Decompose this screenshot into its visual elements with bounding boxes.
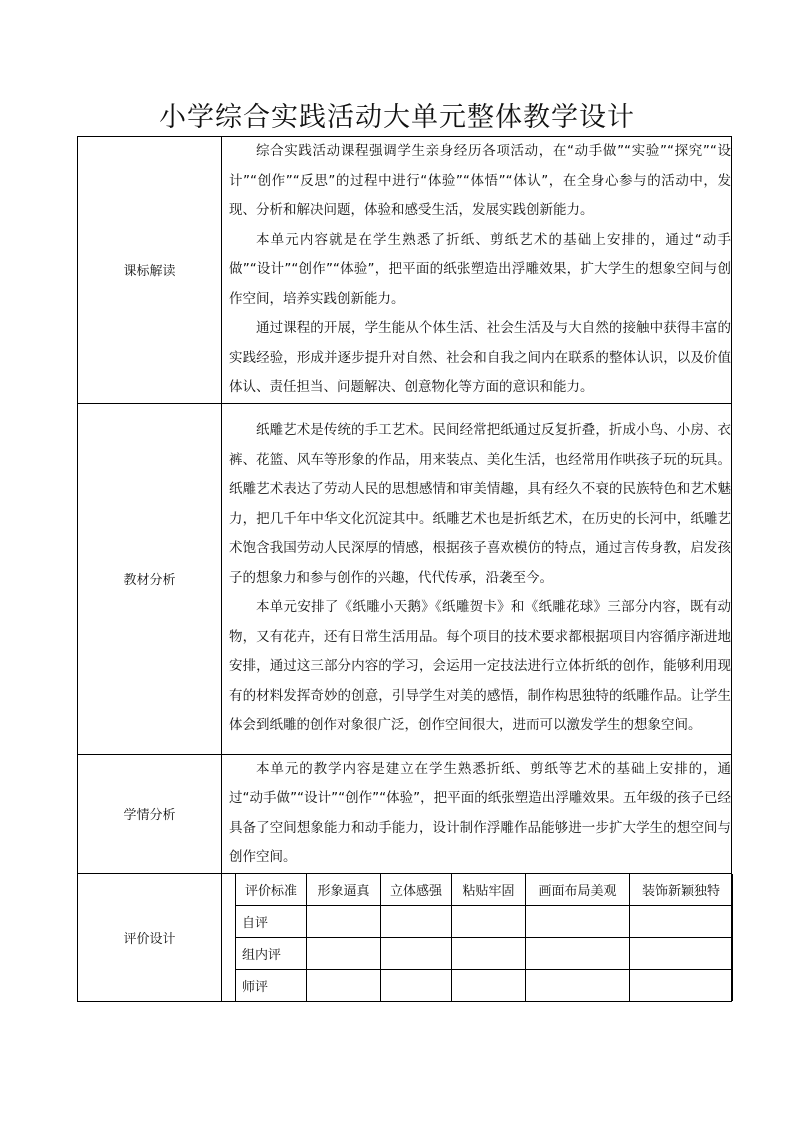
section-row-evaluation <box>78 873 732 1001</box>
evaluation-header: 粘贴牢固 <box>452 874 526 906</box>
page-title: 小学综合实践活动大单元整体教学设计 <box>159 102 635 133</box>
evaluation-cell-empty <box>630 969 733 1001</box>
evaluation-header: 评价标准 <box>236 874 307 906</box>
paragraph: 纸雕艺术是传统的手工艺术。民间经常把纸通过反复折叠，折成小鸟、小房、衣裤、花篮、风车等形象的作品，用来装点、美化生活，也经常用作哄孩子玩的玩具。纸雕艺术表达了劳动人民的思想感情和审美情趣，具有经久不衰的民族特色和艺术魅力，把几千年中华文化沉淀其中。纸雕艺术也是折纸艺术，在历史的长河中，纸雕艺术饱含我国劳动人民深厚的情感，根据孩子喜欢模仿的特点，通过言传身教，启发孩子的想象力和参与创作的兴趣，代代传承，沿袭至今。 <box>229 422 731 586</box>
section-content <box>222 403 732 754</box>
section-row-curriculum <box>78 137 732 404</box>
evaluation-cell-empty <box>630 937 733 969</box>
evaluation-cell-empty <box>526 969 630 1001</box>
section-label: 课标解读 <box>78 137 222 404</box>
evaluation-cell-empty <box>381 937 452 969</box>
section-content <box>222 137 732 404</box>
section-content <box>222 754 732 873</box>
evaluation-cell <box>222 873 732 1001</box>
paragraph: 综合实践活动课程强调学生亲身经历各项活动，在“动手做”“实验”“探究”“设计”“创作”“反思”的过程中进行“体验”“体悟”“体认”，在全身心参与的活动中，发现、分析和解决问题，体验和感受生活，发展实践创新能力。 <box>229 143 731 218</box>
evaluation-cell-empty <box>307 905 381 937</box>
paragraph: 本单元安排了《纸雕小天鹅》《纸雕贺卡》和《纸雕花球》三部分内容，既有动物，又有花卉，还有日常生活用品。每个项目的技术要求都根据项目内容循序渐进地安排，通过这三部分内容的学习，会运用一定技法进行立体折纸的创作，能够利用现有的材料发挥奇妙的创意，引导学生对美的感悟，制作构思独特的纸雕作品。让学生体会到纸雕的创作对象很广泛，创作空间很大，进而可以激发学生的想象空间。 <box>229 599 731 734</box>
evaluation-cell-empty <box>307 937 381 969</box>
evaluation-cell-empty <box>630 905 733 937</box>
evaluation-cell-empty <box>307 969 381 1001</box>
evaluation-row-label: 组内评 <box>236 937 307 969</box>
evaluation-row-label: 自评 <box>236 905 307 937</box>
evaluation-row-label: 师评 <box>236 969 307 1001</box>
evaluation-cell-empty <box>381 905 452 937</box>
section-label: 学情分析 <box>78 754 222 873</box>
evaluation-table <box>235 874 733 1001</box>
evaluation-cell-empty <box>452 937 526 969</box>
evaluation-cell-empty <box>452 905 526 937</box>
evaluation-cell-empty <box>452 969 526 1001</box>
evaluation-cell-empty <box>381 969 452 1001</box>
evaluation-cell-empty <box>526 905 630 937</box>
design-table <box>77 136 732 1002</box>
evaluation-cell-empty <box>526 937 630 969</box>
evaluation-row <box>236 969 733 1001</box>
section-label: 教材分析 <box>78 403 222 754</box>
paragraph: 通过课程的开展，学生能从个体生活、社会生活及与大自然的接触中获得丰富的实践经验，形成并逐步提升对自然、社会和自我之间内在联系的整体认识，以及价值体认、责任担当、问题解决、创意物化等方面的意识和能力。 <box>229 320 731 395</box>
section-row-students <box>78 754 732 873</box>
section-label: 评价设计 <box>78 873 222 1001</box>
section-row-textbook <box>78 403 732 754</box>
evaluation-header: 形象逼真 <box>307 874 381 906</box>
evaluation-header: 画面布局美观 <box>526 874 630 906</box>
paragraph: 本单元的教学内容是建立在学生熟悉折纸、剪纸等艺术的基础上安排的，通过“动手做”“设计”“创作”“体验”，把平面的纸张塑造出浮雕效果。五年级的孩子已经具备了空间想象能力和动手能力，设计制作浮雕作品能够进一步扩大学生的想空间与创作空间。 <box>229 760 731 865</box>
evaluation-header: 立体感强 <box>381 874 452 906</box>
evaluation-row <box>236 937 733 969</box>
evaluation-row <box>236 905 733 937</box>
evaluation-header: 装饰新颖独特 <box>630 874 733 906</box>
evaluation-header-row <box>236 874 733 906</box>
paragraph: 本单元内容就是在学生熟悉了折纸、剪纸艺术的基础上安排的，通过“动手做”“设计”“创作”“体验”，把平面的纸张塑造出浮雕效果，扩大学生的想象空间与创作空间，培养实践创新能力。 <box>229 231 731 307</box>
